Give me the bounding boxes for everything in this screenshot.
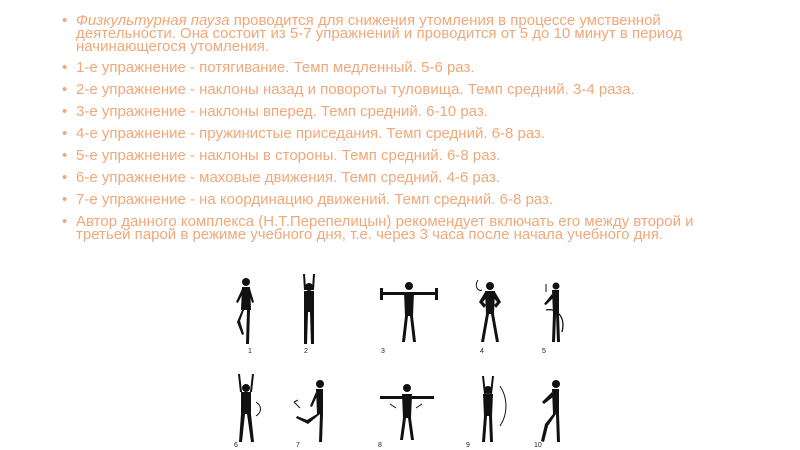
- list-item: • 2-е упражнение - наклоны назад и повороты туловища. Темп средний. 3-4 раза.: [62, 83, 752, 97]
- note-item: • Автор данного комплекса (Н.Т.Перепелицын) рекомендует включать его между второй и третьей парой в режиме учебного дня, т.е. через 3 часа после начала учебного дня.: [62, 215, 752, 241]
- figure-number: 4: [480, 348, 484, 355]
- exercise-figure-icon: [230, 372, 262, 446]
- list-item: • 1-е упражнение - потягивание. Темп медленный. 5-6 раз.: [62, 61, 752, 75]
- exercise-figure-icon: [534, 378, 568, 446]
- list-item: • 3-е упражнение - наклоны вперед. Темп средний. 6-10 раз.: [62, 105, 752, 119]
- list-item: • 4-е упражнение - пружинистые приседания. Темп средний. 6-8 раз.: [62, 127, 752, 141]
- figure-number: 6: [234, 442, 238, 449]
- exercise-figure-icon: [232, 276, 260, 348]
- figure-number: 5: [542, 348, 546, 355]
- exercise-figure-icon: [542, 280, 570, 346]
- list-item: • 5-е упражнение - наклоны в стороны. Темп средний. 6-8 раз.: [62, 149, 752, 163]
- exercise-figure-icon: [472, 374, 510, 446]
- figure-number: 8: [378, 442, 382, 449]
- exercise-figure-icon: [378, 280, 440, 346]
- figure-number: 1: [248, 348, 252, 355]
- figure-number: 3: [381, 348, 385, 355]
- figure-number: 9: [466, 442, 470, 449]
- exercise-figure-icon: [294, 272, 324, 348]
- figure-number: 10: [534, 442, 542, 449]
- figure-number: 7: [296, 442, 300, 449]
- exercise-figure-icon: [378, 382, 436, 444]
- list-item: • 6-е упражнение - маховые движения. Темп средний. 4-6 раз.: [62, 171, 752, 185]
- list-item: • 7-е упражнение - на координацию движений. Темп средний. 6-8 раз.: [62, 193, 752, 207]
- exercise-figure-icon: [292, 378, 332, 446]
- exercise-figure-icon: [472, 278, 508, 346]
- exercise-list: [62, 14, 752, 249]
- exercise-figures: [212, 266, 584, 450]
- intro-item: [62, 14, 752, 53]
- intro-term: Физкультурная пауза: [76, 12, 230, 29]
- intro-text: проводится для снижения утомления в процессе умственной деятельности. Она состоит из 5-7 упражнений и проводится от 5 до 10 минут в период начинающегося утомления.: [76, 12, 682, 55]
- figure-number: 2: [304, 348, 308, 355]
